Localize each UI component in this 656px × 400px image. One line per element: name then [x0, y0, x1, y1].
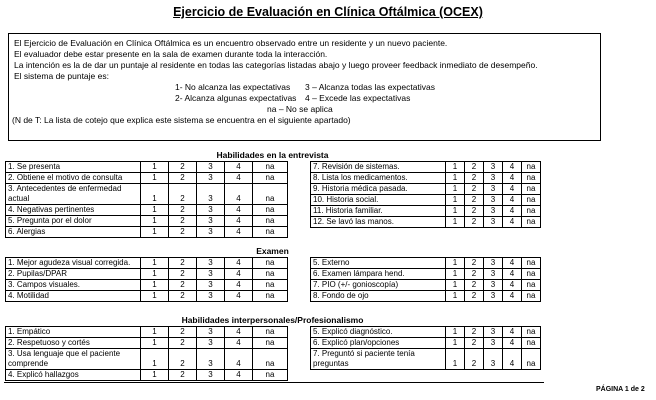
table-row: [6, 280, 288, 291]
rating-cell-4[interactable]: 4: [503, 195, 522, 206]
rating-cell-4[interactable]: 4: [225, 227, 253, 238]
rating-cell-4[interactable]: 4: [225, 291, 253, 302]
criterion-label: 2. Pupilas/DPAR: [6, 269, 141, 280]
rating-cell-na[interactable]: na: [522, 269, 541, 280]
rating-cell-2[interactable]: 2: [465, 184, 484, 195]
rating-table-left: [5, 161, 288, 238]
table-row: [311, 195, 541, 206]
scale-row: [9, 93, 600, 104]
rating-cell-3[interactable]: 3: [197, 184, 225, 205]
rating-cell-1[interactable]: 1: [141, 184, 169, 205]
rating-cell-1[interactable]: 1: [446, 327, 465, 338]
rating-cell-1[interactable]: 1: [141, 205, 169, 216]
table-row: [311, 291, 541, 302]
rating-cell-4[interactable]: 4: [503, 349, 522, 370]
rating-cell-2[interactable]: 2: [169, 227, 197, 238]
rating-cell-3[interactable]: 3: [484, 184, 503, 195]
rating-cell-3[interactable]: 3: [197, 280, 225, 291]
table-row: [311, 206, 541, 217]
table-row: [6, 227, 288, 238]
scale-item-3: 3 – Alcanza todas las expectativas: [305, 82, 435, 92]
table-row: [311, 269, 541, 280]
rating-cell-na[interactable]: na: [522, 327, 541, 338]
rating-cell-4[interactable]: 4: [225, 258, 253, 269]
rating-cell-1[interactable]: 1: [446, 258, 465, 269]
rating-cell-na[interactable]: na: [253, 370, 288, 381]
rating-cell-3[interactable]: 3: [197, 205, 225, 216]
rating-cell-4[interactable]: 4: [225, 216, 253, 227]
section-heading: Habilidades en la entrevista: [216, 150, 329, 160]
criterion-label: 4. Motilidad: [6, 291, 141, 302]
criterion-label: 8. Lista los medicamentos.: [311, 173, 446, 184]
rating-cell-1[interactable]: 1: [446, 338, 465, 349]
rating-cell-3[interactable]: 3: [484, 162, 503, 173]
rating-cell-na[interactable]: na: [522, 217, 541, 228]
criterion-label: 3. Usa lenguaje que el paciente comprende: [6, 349, 141, 370]
rating-cell-2[interactable]: 2: [465, 206, 484, 217]
rating-cell-1[interactable]: 1: [141, 349, 169, 370]
table-row: [311, 173, 541, 184]
rating-cell-3[interactable]: 3: [197, 370, 225, 381]
criterion-label: 6. Examen lámpara hend.: [311, 269, 446, 280]
rating-cell-3[interactable]: 3: [484, 206, 503, 217]
criterion-label: 7. Preguntó si paciente tenía preguntas: [311, 349, 446, 370]
criterion-label: 1. Empático: [6, 327, 141, 338]
rating-cell-1[interactable]: 1: [141, 162, 169, 173]
rating-cell-3[interactable]: 3: [484, 280, 503, 291]
scale-item-4: 4 – Excede las expectativas: [305, 93, 411, 103]
rating-cell-3[interactable]: 3: [197, 216, 225, 227]
rating-cell-na[interactable]: na: [522, 173, 541, 184]
table-row: [6, 269, 288, 280]
rating-cell-1[interactable]: 1: [446, 206, 465, 217]
rating-cell-2[interactable]: 2: [169, 327, 197, 338]
rating-cell-3[interactable]: 3: [197, 349, 225, 370]
translator-note: (N de T: La lista de cotejo que explica este sistema se encuentra en el siguiente apartado): [12, 115, 351, 125]
rating-cell-1[interactable]: 1: [446, 173, 465, 184]
rating-cell-na[interactable]: na: [253, 327, 288, 338]
table-row: [6, 349, 288, 370]
rating-cell-1[interactable]: 1: [141, 227, 169, 238]
criterion-label: 1. Mejor agudeza visual corregida.: [6, 258, 141, 269]
intro-box: [8, 33, 601, 141]
rating-cell-na[interactable]: na: [253, 258, 288, 269]
page-number: PÁGINA 1 de 2: [596, 386, 645, 393]
criterion-label: 7. PIO (+/- gonioscopía): [311, 280, 446, 291]
rating-cell-2[interactable]: 2: [169, 338, 197, 349]
rating-cell-1[interactable]: 1: [446, 217, 465, 228]
criterion-label: 8. Fondo de ojo: [311, 291, 446, 302]
scale-row: [9, 82, 600, 93]
table-row: [311, 327, 541, 338]
rating-cell-1[interactable]: 1: [141, 291, 169, 302]
rating-cell-3[interactable]: 3: [484, 173, 503, 184]
rating-cell-2[interactable]: 2: [169, 280, 197, 291]
rating-cell-2[interactable]: 2: [169, 291, 197, 302]
rating-cell-3[interactable]: 3: [484, 338, 503, 349]
rating-table-right: [310, 161, 541, 228]
rating-cell-1[interactable]: 1: [141, 216, 169, 227]
criterion-label: 3. Antecedentes de enfermedad actual: [6, 184, 141, 205]
criterion-label: 12. Se lavó las manos.: [311, 217, 446, 228]
rating-cell-na[interactable]: na: [522, 349, 541, 370]
rating-cell-1[interactable]: 1: [141, 280, 169, 291]
rating-cell-na[interactable]: na: [253, 184, 288, 205]
criterion-label: 1. Se presenta: [6, 162, 141, 173]
rating-cell-4[interactable]: 4: [225, 338, 253, 349]
rating-cell-4[interactable]: 4: [503, 173, 522, 184]
rating-cell-na[interactable]: na: [522, 195, 541, 206]
rating-cell-4[interactable]: 4: [225, 280, 253, 291]
intro-line: El evaluador debe estar presente en la sala de examen durante toda la interacción.: [14, 49, 328, 59]
rating-cell-na[interactable]: na: [253, 205, 288, 216]
rating-cell-na[interactable]: na: [522, 258, 541, 269]
intro-line: El Ejercicio de Evaluación en Clínica Oftálmica es un encuentro observado entre un residente y un nuevo paciente.: [14, 38, 448, 48]
rating-cell-4[interactable]: 4: [503, 338, 522, 349]
table-row: [6, 258, 288, 269]
rating-cell-na[interactable]: na: [253, 173, 288, 184]
rating-cell-2[interactable]: 2: [169, 184, 197, 205]
criterion-label: 10. Historia social.: [311, 195, 446, 206]
rating-cell-4[interactable]: 4: [503, 327, 522, 338]
rating-cell-3[interactable]: 3: [197, 227, 225, 238]
rating-cell-4[interactable]: 4: [503, 162, 522, 173]
scale-item-2: 2- Alcanza algunas expectativas: [175, 93, 297, 103]
table-row: [311, 258, 541, 269]
page-title: Ejercicio de Evaluación en Clínica Oftálmica (OCEX): [173, 5, 483, 19]
intro-line: La intención es la de dar un puntaje al residente en todas las categorías listadas abajo y luego proveer feedback inmediato de desempeño.: [14, 60, 538, 70]
criterion-label: 3. Campos visuales.: [6, 280, 141, 291]
rating-cell-4[interactable]: 4: [225, 173, 253, 184]
section-heading: Habilidades interpersonales/Profesionalismo: [181, 315, 364, 325]
table-row: [6, 184, 288, 205]
table-row: [311, 217, 541, 228]
table-row: [6, 370, 288, 381]
rating-cell-1[interactable]: 1: [141, 327, 169, 338]
rating-table-left: [5, 257, 288, 302]
table-row: [311, 349, 541, 370]
rating-cell-4[interactable]: 4: [225, 269, 253, 280]
rating-cell-3[interactable]: 3: [484, 269, 503, 280]
section-heading: Examen: [256, 246, 289, 256]
criterion-label: 6. Alergias: [6, 227, 141, 238]
rating-cell-2[interactable]: 2: [465, 162, 484, 173]
rating-cell-4[interactable]: 4: [225, 184, 253, 205]
criterion-label: 4. Negativas pertinentes: [6, 205, 141, 216]
table-row: [311, 162, 541, 173]
rating-cell-2[interactable]: 2: [169, 258, 197, 269]
rating-cell-2[interactable]: 2: [465, 258, 484, 269]
criterion-label: 5. Pregunta por el dolor: [6, 216, 141, 227]
rating-cell-2[interactable]: 2: [169, 269, 197, 280]
rating-cell-2[interactable]: 2: [169, 205, 197, 216]
rating-cell-3[interactable]: 3: [197, 162, 225, 173]
rating-cell-na[interactable]: na: [522, 338, 541, 349]
rating-cell-3[interactable]: 3: [484, 327, 503, 338]
rating-cell-1[interactable]: 1: [446, 269, 465, 280]
rating-cell-3[interactable]: 3: [197, 269, 225, 280]
rating-cell-2[interactable]: 2: [465, 291, 484, 302]
table-row: [6, 173, 288, 184]
rating-cell-2[interactable]: 2: [465, 280, 484, 291]
rating-cell-1[interactable]: 1: [446, 291, 465, 302]
table-row: [6, 338, 288, 349]
rating-cell-3[interactable]: 3: [484, 258, 503, 269]
rating-cell-1[interactable]: 1: [446, 349, 465, 370]
rating-cell-2[interactable]: 2: [465, 217, 484, 228]
criterion-label: 4. Explicó hallazgos: [6, 370, 141, 381]
rating-cell-4[interactable]: 4: [503, 280, 522, 291]
rating-cell-4[interactable]: 4: [503, 184, 522, 195]
rating-table-right: [310, 326, 541, 370]
rating-cell-1[interactable]: 1: [446, 162, 465, 173]
footer-divider: [4, 382, 544, 383]
rating-cell-na[interactable]: na: [253, 216, 288, 227]
rating-cell-na[interactable]: na: [253, 162, 288, 173]
rating-cell-1[interactable]: 1: [446, 280, 465, 291]
criterion-label: 7. Revisión de sistemas.: [311, 162, 446, 173]
rating-cell-1[interactable]: 1: [141, 338, 169, 349]
rating-cell-1[interactable]: 1: [446, 195, 465, 206]
rating-cell-3[interactable]: 3: [197, 258, 225, 269]
intro-line: El sistema de puntaje es:: [14, 71, 109, 81]
rating-cell-na[interactable]: na: [253, 338, 288, 349]
rating-cell-2[interactable]: 2: [169, 173, 197, 184]
rating-cell-na[interactable]: na: [253, 227, 288, 238]
rating-cell-na[interactable]: na: [522, 291, 541, 302]
table-row: [311, 338, 541, 349]
scale-item-na: na – No se aplica: [267, 104, 333, 114]
rating-cell-na[interactable]: na: [253, 291, 288, 302]
table-row: [6, 216, 288, 227]
rating-cell-4[interactable]: 4: [503, 291, 522, 302]
rating-cell-4[interactable]: 4: [503, 206, 522, 217]
criterion-label: 5. Explicó diagnóstico.: [311, 327, 446, 338]
rating-cell-1[interactable]: 1: [141, 370, 169, 381]
rating-cell-na[interactable]: na: [522, 184, 541, 195]
rating-cell-na[interactable]: na: [522, 206, 541, 217]
rating-cell-na[interactable]: na: [253, 280, 288, 291]
rating-cell-3[interactable]: 3: [197, 327, 225, 338]
rating-cell-na[interactable]: na: [253, 269, 288, 280]
rating-cell-na[interactable]: na: [253, 349, 288, 370]
rating-cell-3[interactable]: 3: [484, 349, 503, 370]
rating-cell-4[interactable]: 4: [225, 349, 253, 370]
criterion-label: 11. Historia familiar.: [311, 206, 446, 217]
rating-cell-2[interactable]: 2: [465, 349, 484, 370]
table-row: [6, 291, 288, 302]
rating-cell-3[interactable]: 3: [484, 195, 503, 206]
criterion-label: 2. Respetuoso y cortés: [6, 338, 141, 349]
rating-cell-2[interactable]: 2: [465, 173, 484, 184]
rating-cell-1[interactable]: 1: [141, 258, 169, 269]
rating-cell-3[interactable]: 3: [484, 291, 503, 302]
rating-cell-2[interactable]: 2: [465, 338, 484, 349]
rating-cell-2[interactable]: 2: [169, 349, 197, 370]
rating-cell-4[interactable]: 4: [225, 327, 253, 338]
table-row: [6, 327, 288, 338]
rating-cell-3[interactable]: 3: [197, 291, 225, 302]
rating-cell-2[interactable]: 2: [465, 269, 484, 280]
rating-cell-4[interactable]: 4: [225, 162, 253, 173]
rating-table-right: [310, 257, 541, 302]
table-row: [6, 205, 288, 216]
rating-cell-3[interactable]: 3: [197, 173, 225, 184]
rating-cell-4[interactable]: 4: [225, 205, 253, 216]
table-row: [311, 184, 541, 195]
rating-table-left: [5, 326, 288, 381]
criterion-label: 6. Explicó plan/opciones: [311, 338, 446, 349]
criterion-label: 5. Externo: [311, 258, 446, 269]
rating-cell-2[interactable]: 2: [169, 370, 197, 381]
rating-cell-2[interactable]: 2: [465, 327, 484, 338]
rating-cell-2[interactable]: 2: [169, 162, 197, 173]
rating-cell-1[interactable]: 1: [141, 269, 169, 280]
rating-cell-4[interactable]: 4: [503, 269, 522, 280]
scale-item-1: 1- No alcanza las expectativas: [175, 82, 291, 92]
rating-cell-3[interactable]: 3: [197, 338, 225, 349]
rating-cell-2[interactable]: 2: [169, 216, 197, 227]
rating-cell-2[interactable]: 2: [465, 195, 484, 206]
criterion-label: 9. Historia médica pasada.: [311, 184, 446, 195]
rating-cell-4[interactable]: 4: [503, 217, 522, 228]
criterion-label: 2. Obtiene el motivo de consulta: [6, 173, 141, 184]
rating-cell-1[interactable]: 1: [141, 173, 169, 184]
table-row: [6, 162, 288, 173]
rating-cell-na[interactable]: na: [522, 280, 541, 291]
rating-cell-4[interactable]: 4: [503, 258, 522, 269]
table-row: [311, 280, 541, 291]
rating-cell-na[interactable]: na: [522, 162, 541, 173]
rating-cell-4[interactable]: 4: [225, 370, 253, 381]
rating-cell-1[interactable]: 1: [446, 184, 465, 195]
rating-cell-3[interactable]: 3: [484, 217, 503, 228]
